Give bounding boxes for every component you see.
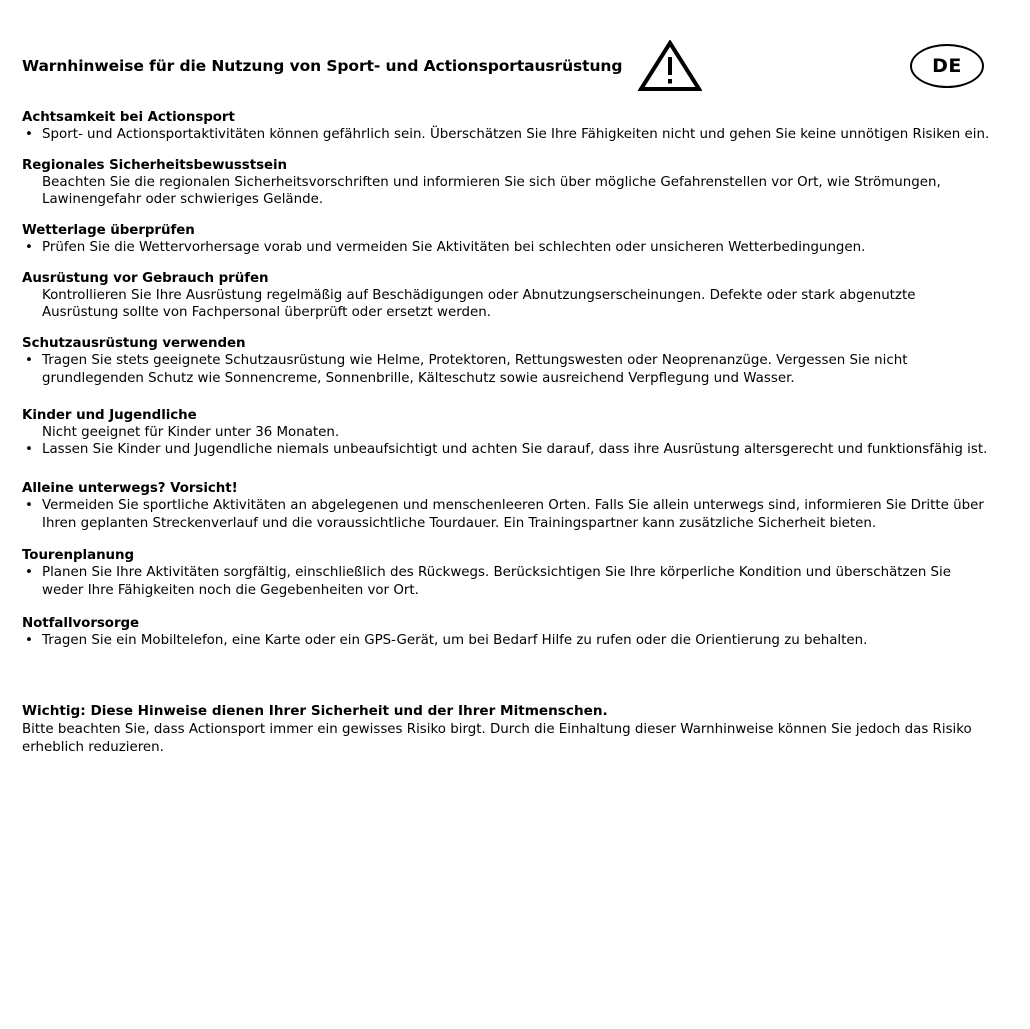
section-title: Wetterlage überprüfen — [22, 223, 195, 239]
section-kinder-und-jugendliche — [22, 408, 996, 459]
section-regionales-sicherheitsbewusstsein — [22, 158, 996, 209]
section-title: Ausrüstung vor Gebrauch prüfen — [22, 270, 269, 286]
section-alleine-unterwegs-vorsicht — [22, 481, 996, 532]
section-schutzausruestung-verwenden — [22, 336, 996, 387]
section-wetterlage-ueberpruefen — [22, 223, 996, 257]
document-header — [22, 38, 996, 94]
warning-triangle-icon — [638, 40, 702, 92]
section-achtsamkeit-bei-actionsport — [22, 110, 996, 144]
section-title: Achtsamkeit bei Actionsport — [22, 110, 235, 125]
section-title: Kinder und Jugendliche — [22, 407, 197, 423]
section-title: Alleine unterwegs? Vorsicht! — [22, 480, 238, 496]
document-footer — [22, 703, 996, 756]
section-line: Kontrollieren Sie Ihre Ausrüstung regelmäßig auf Beschädigungen oder Abnutzungserscheinungen. Defekte oder stark abgenutzte Ausrüstung sollte von Fachpersonal überprüft oder ersetzt werden. — [42, 287, 916, 321]
section-line: • Tragen Sie ein Mobiltelefon, eine Karte oder ein GPS-Gerät, um bei Bedarf Hilfe zu rufen oder die Orientierung zu behalten. — [22, 632, 996, 650]
language-badge: DE — [910, 44, 984, 88]
section-line: • Planen Sie Ihre Aktivitäten sorgfältig, einschließlich des Rückwegs. Berücksichtigen Sie Ihre körperliche Kondition und überschätzen Sie weder Ihre Fähigkeiten noch die Gegebenheiten vor Ort. — [22, 564, 996, 599]
section-title: Regionales Sicherheitsbewusstsein — [22, 157, 288, 173]
section-tourenplanung — [22, 548, 996, 599]
section-line: • Lassen Sie Kinder und Jugendliche niemals unbeaufsichtigt und achten Sie darauf, dass ihre Ausrüstung altersgerecht und funktionsfähig ist. — [22, 441, 996, 459]
section-title: Tourenplanung — [22, 548, 135, 564]
section-ausruestung-vor-gebrauch-pruefen — [22, 271, 996, 322]
section-line: Nicht geeignet für Kinder unter 36 Monaten. — [42, 424, 340, 440]
section-line: • Sport- und Actionsportaktivitäten können gefährlich sein. Überschätzen Sie Ihre Fähigkeiten nicht und gehen Sie keine unnötigen Risiken ein. — [22, 126, 996, 144]
footer-text: Bitte beachten Sie, dass Actionsport immer ein gewisses Risiko birgt. Durch die Einhaltung dieser Warnhinweise können Sie jedoch das Risiko erheblich reduzieren. — [22, 722, 972, 755]
page-title: Warnhinweise für die Nutzung von Sport- und Actionsportausrüstung — [22, 57, 623, 75]
section-notfallvorsorge — [22, 616, 996, 650]
footer-title: Wichtig: Diese Hinweise dienen Ihrer Sicherheit und der Ihrer Mitmenschen. — [22, 703, 608, 720]
section-line: Beachten Sie die regionalen Sicherheitsvorschriften und informieren Sie sich über mögliche Gefahrenstellen vor Ort, wie Strömungen, Lawinengefahr oder schwieriges Gelände. — [42, 174, 941, 208]
section-line: • Prüfen Sie die Wettervorhersage vorab und vermeiden Sie Aktivitäten bei schlechten oder unsicheren Wetterbedingungen. — [22, 239, 996, 257]
section-title: Schutzausrüstung verwenden — [22, 336, 246, 352]
section-line: • Tragen Sie stets geeignete Schutzausrüstung wie Helme, Protektoren, Rettungswesten oder Neoprenanzüge. Vergessen Sie nicht grundlegenden Schutz wie Sonnencreme, Sonnenbrille, Kälteschutz sowie ausreichend Verpflegung und Wasser. — [22, 352, 996, 387]
section-title: Notfallvorsorge — [22, 615, 140, 631]
section-line: • Vermeiden Sie sportliche Aktivitäten an abgelegenen und menschenleeren Orten. Falls Sie allein unterwegs sind, informieren Sie Dritte über Ihren geplanten Streckenverlauf und die voraussichtliche Tourdauer. Ein Trainingspartner kann zusätzliche Sicherheit bieten. — [22, 497, 996, 532]
